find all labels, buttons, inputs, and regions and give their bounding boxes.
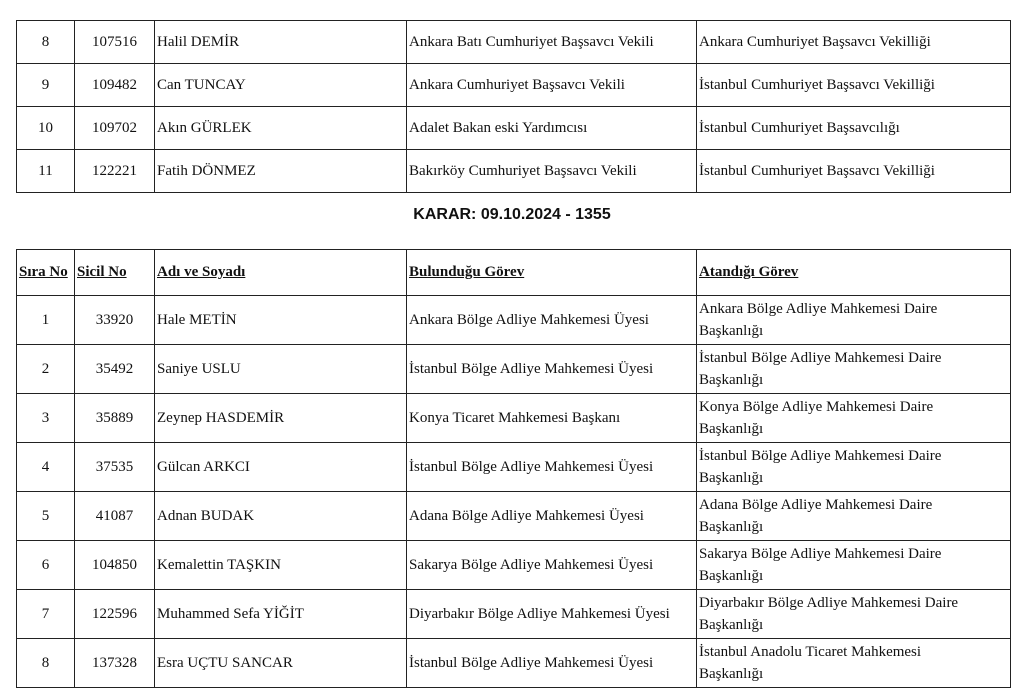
assigned-position (697, 443, 1011, 492)
registry-number: 107516 (75, 21, 155, 64)
table-row (17, 345, 1011, 394)
header-assigned-position: Atandığı Görev (697, 250, 1011, 296)
current-position: Adana Bölge Adliye Mahkemesi Üyesi (407, 492, 697, 541)
assigned-position-line-2: Başkanlığı (699, 666, 764, 682)
assigned-position: İstanbul Cumhuriyet Başsavcı Vekilliği (697, 64, 1011, 107)
assigned-position-line-2: Başkanlığı (699, 568, 764, 584)
current-position: Bakırköy Cumhuriyet Başsavcı Vekili (407, 150, 697, 193)
registry-number: 122221 (75, 150, 155, 193)
registry-number: 104850 (75, 541, 155, 590)
assigned-position (697, 394, 1011, 443)
assigned-position (697, 541, 1011, 590)
decision-heading: KARAR: 09.10.2024 - 1355 (413, 206, 611, 223)
current-position: Sakarya Bölge Adliye Mahkemesi Üyesi (407, 541, 697, 590)
full-name: Can TUNCAY (155, 64, 407, 107)
assigned-position (697, 492, 1011, 541)
assigned-position-line-2: Başkanlığı (699, 519, 764, 535)
current-position: Ankara Cumhuriyet Başsavcı Vekili (407, 64, 697, 107)
full-name: Hale METİN (155, 296, 407, 345)
row-number: 5 (17, 492, 75, 541)
current-position: Ankara Batı Cumhuriyet Başsavcı Vekili (407, 21, 697, 64)
registry-number: 109702 (75, 107, 155, 150)
row-number: 6 (17, 541, 75, 590)
registry-number: 137328 (75, 639, 155, 688)
table-row (17, 394, 1011, 443)
header-current-position: Bulunduğu Görev (407, 250, 697, 296)
registry-number: 41087 (75, 492, 155, 541)
row-number: 10 (17, 107, 75, 150)
row-number: 9 (17, 64, 75, 107)
current-position: İstanbul Bölge Adliye Mahkemesi Üyesi (407, 639, 697, 688)
table-row (17, 492, 1011, 541)
table-row (17, 639, 1011, 688)
current-position: İstanbul Bölge Adliye Mahkemesi Üyesi (407, 345, 697, 394)
registry-number: 33920 (75, 296, 155, 345)
current-position: İstanbul Bölge Adliye Mahkemesi Üyesi (407, 443, 697, 492)
assigned-position-line-1: Sakarya Bölge Adliye Mahkemesi Daire (699, 546, 942, 562)
row-number: 11 (17, 150, 75, 193)
header-sira-no: Sıra No (17, 250, 75, 296)
decision-table (16, 249, 1011, 688)
full-name: Fatih DÖNMEZ (155, 150, 407, 193)
full-name: Akın GÜRLEK (155, 107, 407, 150)
table-row (17, 541, 1011, 590)
assigned-position-line-2: Başkanlığı (699, 617, 764, 633)
row-number: 2 (17, 345, 75, 394)
full-name: Saniye USLU (155, 345, 407, 394)
row-number: 3 (17, 394, 75, 443)
full-name: Zeynep HASDEMİR (155, 394, 407, 443)
row-number: 4 (17, 443, 75, 492)
assigned-position (697, 296, 1011, 345)
full-name: Esra UÇTU SANCAR (155, 639, 407, 688)
registry-number: 35492 (75, 345, 155, 394)
assigned-position: Ankara Cumhuriyet Başsavcı Vekilliği (697, 21, 1011, 64)
full-name: Halil DEMİR (155, 21, 407, 64)
table-header-row (17, 250, 1011, 296)
assigned-position: İstanbul Cumhuriyet Başsavcılığı (697, 107, 1011, 150)
full-name: Adnan BUDAK (155, 492, 407, 541)
previous-decision-table (16, 20, 1011, 193)
header-name: Adı ve Soyadı (155, 250, 407, 296)
assigned-position: İstanbul Cumhuriyet Başsavcı Vekilliği (697, 150, 1011, 193)
full-name: Muhammed Sefa YİĞİT (155, 590, 407, 639)
table-row (17, 443, 1011, 492)
current-position: Adalet Bakan eski Yardımcısı (407, 107, 697, 150)
full-name: Gülcan ARKCI (155, 443, 407, 492)
current-position: Ankara Bölge Adliye Mahkemesi Üyesi (407, 296, 697, 345)
full-name: Kemalettin TAŞKIN (155, 541, 407, 590)
registry-number: 35889 (75, 394, 155, 443)
assigned-position-line-1: İstanbul Bölge Adliye Mahkemesi Daire (699, 350, 942, 366)
table-row (17, 107, 1011, 150)
row-number: 8 (17, 639, 75, 688)
assigned-position (697, 639, 1011, 688)
registry-number: 109482 (75, 64, 155, 107)
current-position: Konya Ticaret Mahkemesi Başkanı (407, 394, 697, 443)
assigned-position-line-2: Başkanlığı (699, 372, 764, 388)
assigned-position-line-1: Konya Bölge Adliye Mahkemesi Daire (699, 399, 934, 415)
assigned-position-line-1: Adana Bölge Adliye Mahkemesi Daire (699, 497, 933, 513)
header-sicil-no: Sicil No (75, 250, 155, 296)
table-row (17, 150, 1011, 193)
registry-number: 37535 (75, 443, 155, 492)
row-number: 8 (17, 21, 75, 64)
assigned-position-line-2: Başkanlığı (699, 470, 764, 486)
assigned-position-line-2: Başkanlığı (699, 323, 764, 339)
assigned-position-line-1: İstanbul Anadolu Ticaret Mahkemesi (699, 644, 922, 660)
current-position: Diyarbakır Bölge Adliye Mahkemesi Üyesi (407, 590, 697, 639)
assigned-position (697, 590, 1011, 639)
assigned-position-line-1: Ankara Bölge Adliye Mahkemesi Daire (699, 301, 938, 317)
table-row (17, 590, 1011, 639)
assigned-position-line-1: İstanbul Bölge Adliye Mahkemesi Daire (699, 448, 942, 464)
table-row (17, 64, 1011, 107)
row-number: 1 (17, 296, 75, 345)
table-row (17, 296, 1011, 345)
row-number: 7 (17, 590, 75, 639)
assigned-position-line-2: Başkanlığı (699, 421, 764, 437)
assigned-position-line-1: Diyarbakır Bölge Adliye Mahkemesi Daire (699, 595, 959, 611)
assigned-position (697, 345, 1011, 394)
registry-number: 122596 (75, 590, 155, 639)
table-row (17, 21, 1011, 64)
